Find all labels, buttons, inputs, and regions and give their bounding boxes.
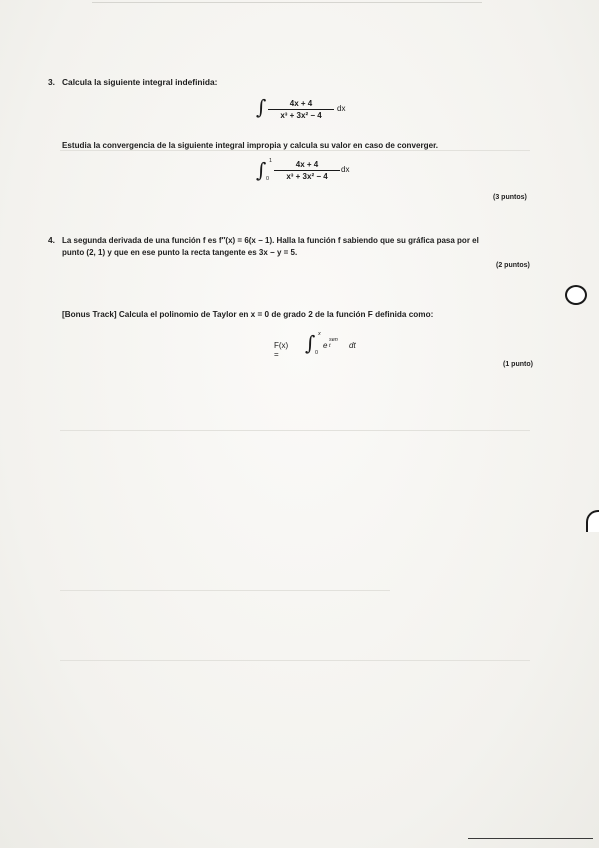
- question-4-points: (2 puntos): [496, 262, 530, 269]
- bleed-through: [60, 590, 390, 591]
- bleed-through: [60, 430, 530, 431]
- bonus-text: Calcula el polinomio de Taylor en x = 0 de grado 2 de la función F definida como:: [116, 310, 434, 319]
- question-3-number: 3.: [48, 77, 55, 87]
- bonus-label: [Bonus Track]: [62, 310, 117, 319]
- question-3-points: (3 puntos): [493, 194, 527, 201]
- question-4-number: 4.: [48, 235, 55, 245]
- bonus-integrand: e: [323, 341, 328, 350]
- integral2-upper: 1: [269, 158, 273, 164]
- bonus-dt: dt: [349, 341, 356, 350]
- integral2-numerator: 4x + 4: [295, 160, 319, 169]
- integral1-dx: dx: [337, 104, 346, 113]
- question-3-statement: Calcula la siguiente integral indefinida:: [62, 77, 218, 87]
- bleed-through: [60, 660, 530, 661]
- bottom-edge-line: [468, 838, 593, 839]
- bonus-exponent: sen t: [329, 337, 338, 349]
- top-edge-line: [92, 2, 482, 3]
- bonus-points: (1 punto): [503, 361, 533, 368]
- question-4-line-1: La segunda derivada de una función f es f″(x) = 6(x − 1). Halla la función f sabiendo que su gráfica pasa por el: [62, 236, 479, 245]
- integral1-numerator: 4x + 4: [289, 99, 313, 108]
- integral2-denominator: x³ + 3x² − 4: [286, 172, 328, 181]
- punch-hole-icon: [565, 285, 587, 305]
- integral2-dx: dx: [341, 165, 350, 174]
- integral1-denominator: x³ + 3x² − 4: [280, 111, 322, 120]
- integral2-lower: 0: [266, 176, 270, 182]
- bonus-statement: [62, 309, 433, 320]
- question-4-line-2: punto (2, 1) y que en ese punto la recta tangente es 3x − y = 5.: [62, 248, 298, 257]
- punch-hole-icon: [586, 510, 599, 532]
- bonus-lhs: F(x) =: [274, 341, 289, 359]
- question-3-statement-2: Estudia la convergencia de la siguiente integral impropia y calcula su valor en caso de converger.: [62, 141, 439, 150]
- bonus-lower: 0: [315, 350, 319, 356]
- bonus-upper: x: [318, 331, 321, 337]
